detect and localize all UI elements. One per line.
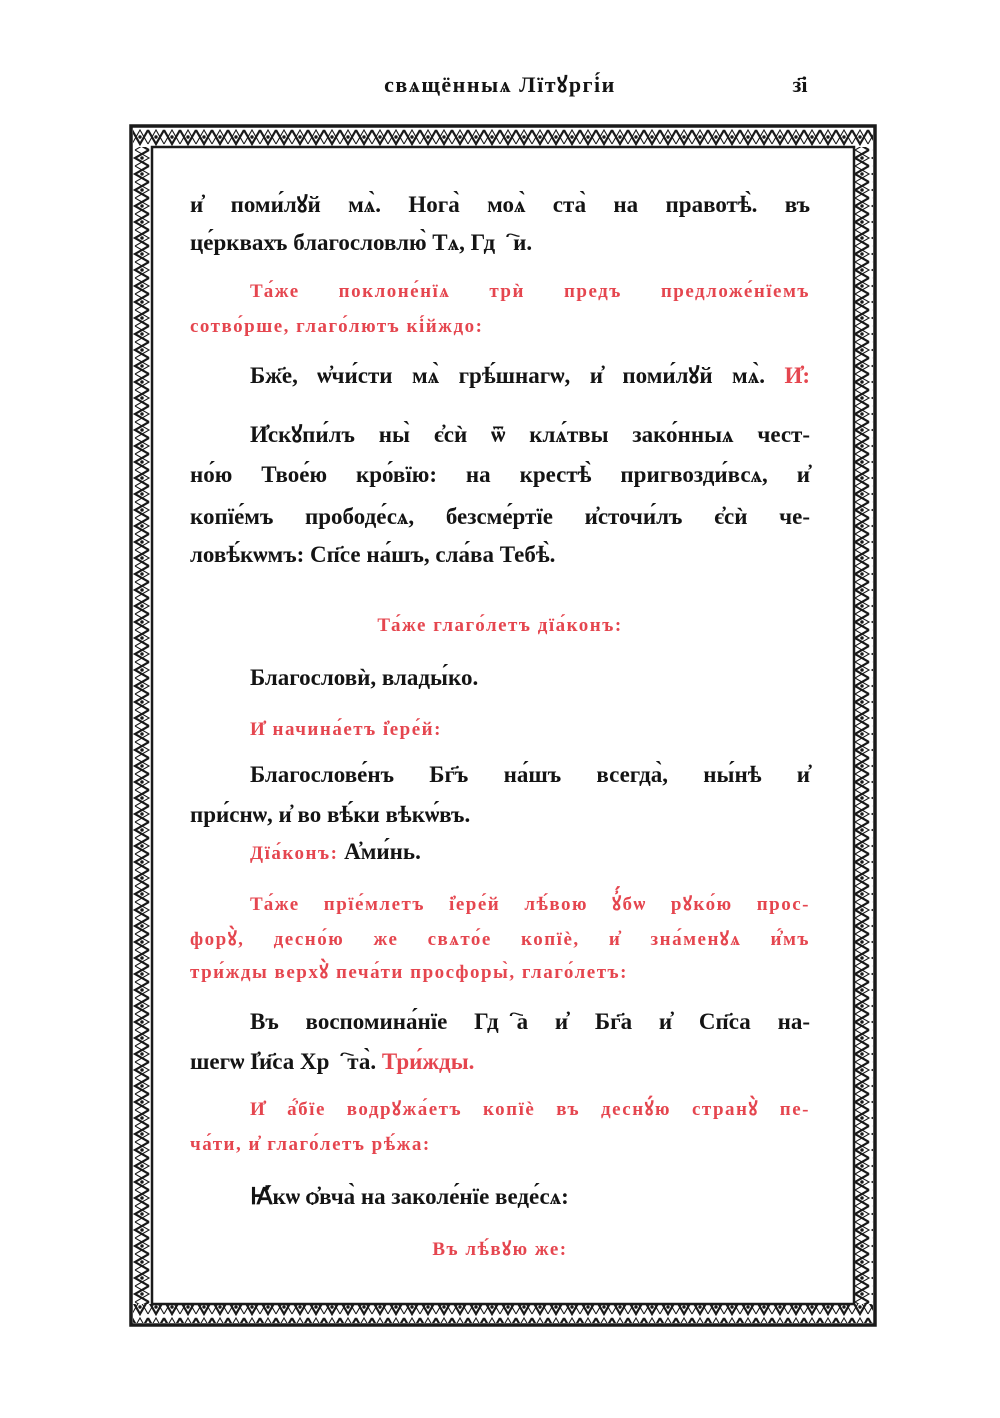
prayer-5-line: Ꙗ҆́кѡ ѻ҆вча̀ на заколе́нїе веде́сѧ:: [250, 1184, 569, 1209]
rubric-4-line-3: три́жды верхꙋ̀ печа́ти просфоры̀, глаго́летъ:: [190, 962, 628, 983]
prayer-3-line-2: но́ю Твое́ю кро́вїю: на крестѣ̀ пригвозди́всѧ, и҆: [190, 462, 810, 487]
rubric-3-line: И҆ начина́етъ і҆ере́й:: [250, 719, 442, 740]
priest-1-line-2: при́снѡ, и҆ во вѣ́ки вѣкѡ́въ.: [190, 802, 471, 827]
border-band-right: [854, 147, 873, 1304]
deacon-2-text: А҆ми́нь.: [344, 839, 421, 864]
rubric-4-line-1: Та́же прїе́млетъ і҆ере́й лѣ́вою ꙋ҆́бѡ рꙋко́ю прос-: [250, 894, 810, 915]
prayer-4-rubric-tail: Три́жды.: [381, 1049, 475, 1074]
rubric-4-line-2: форꙋ̀, десно́ю же свѧто́е копїѐ, и҆ зна́менꙋѧ и҆́мъ: [190, 929, 810, 950]
page-number: з҃і: [792, 72, 808, 97]
prayer-4-line-2: [190, 1045, 810, 1079]
priest-1-line-1: Благослове́нъ Бг҃ъ на́шъ всегда̀, ны́нѣ и҆: [250, 762, 810, 787]
prayer-1-line-1: и҆ поми́лꙋй мѧ̀. Нога̀ моѧ̀ ста̀ на правотѣ̀. въ: [190, 192, 810, 217]
rubric-2-heading: Та́же глаго́летъ дїа́конъ:: [377, 615, 623, 636]
prayer-3-line-4: ловѣ́кѡмъ: Сп҃се на́шъ, сла́ва Тебѣ̀.: [190, 542, 556, 567]
border-band-bottom: [133, 1304, 873, 1323]
rubric-1-line-2: сотво́рше, глаго́лютъ кі́йждо:: [190, 316, 484, 337]
rubric-1-line-1: Та́же поклоне́нїѧ трѝ предъ предложе́нїемъ: [250, 281, 810, 302]
running-header-title: свѧщённыѧ Лїтꙋргі́и: [384, 72, 616, 97]
border-band-top: [133, 128, 873, 147]
deacon-2-line: [250, 835, 810, 871]
prayer-2-rubric-tail: И҆:: [784, 363, 810, 388]
prayer-3-line-1: И҆скꙋпи́лъ ны̀ є҆сѝ ѿ клѧ́твы зако́нныѧ чест-: [250, 422, 810, 447]
prayer-4-line-1: Въ воспомина́нїе Гдⷭ҇а и҆ Бг҃а и҆ Сп҃са на-: [250, 1009, 810, 1034]
rubric-6-heading: Въ лѣ́вꙋю же:: [432, 1239, 568, 1260]
border-band-left: [133, 147, 152, 1304]
rubric-5-line-1: И҆ а҆́бїе водрꙋжа́етъ копїѐ въ деснꙋ́ю странꙋ̀ пе-: [250, 1099, 810, 1120]
prayer-3-line-3: копїе́мъ прободе́сѧ, безсме́ртїе и҆сточи́лъ є҆сѝ че-: [190, 504, 810, 529]
deacon-1-line: Благословѝ, влады́ко.: [250, 665, 479, 690]
prayer-1-line-2: це́рквахъ благословлю̀ Тѧ, Гдⷭ҇и.: [190, 230, 533, 255]
prayer-2-line: [250, 359, 810, 393]
rubric-5-line-2: ча́ти, и҆ глаго́летъ рѣ́жа:: [190, 1134, 431, 1155]
deacon-2-label: Дїа́конъ:: [250, 843, 339, 864]
prayer-4-line-2-text: шегѡ І҆и҃са Хрⷭ҇та̀.: [190, 1049, 377, 1074]
prayer-2-text: Бж҃е, ѡ҆чи́сти мѧ̀ грѣ́шнагѡ, и҆ поми́лꙋй мѧ̀.: [250, 363, 765, 388]
